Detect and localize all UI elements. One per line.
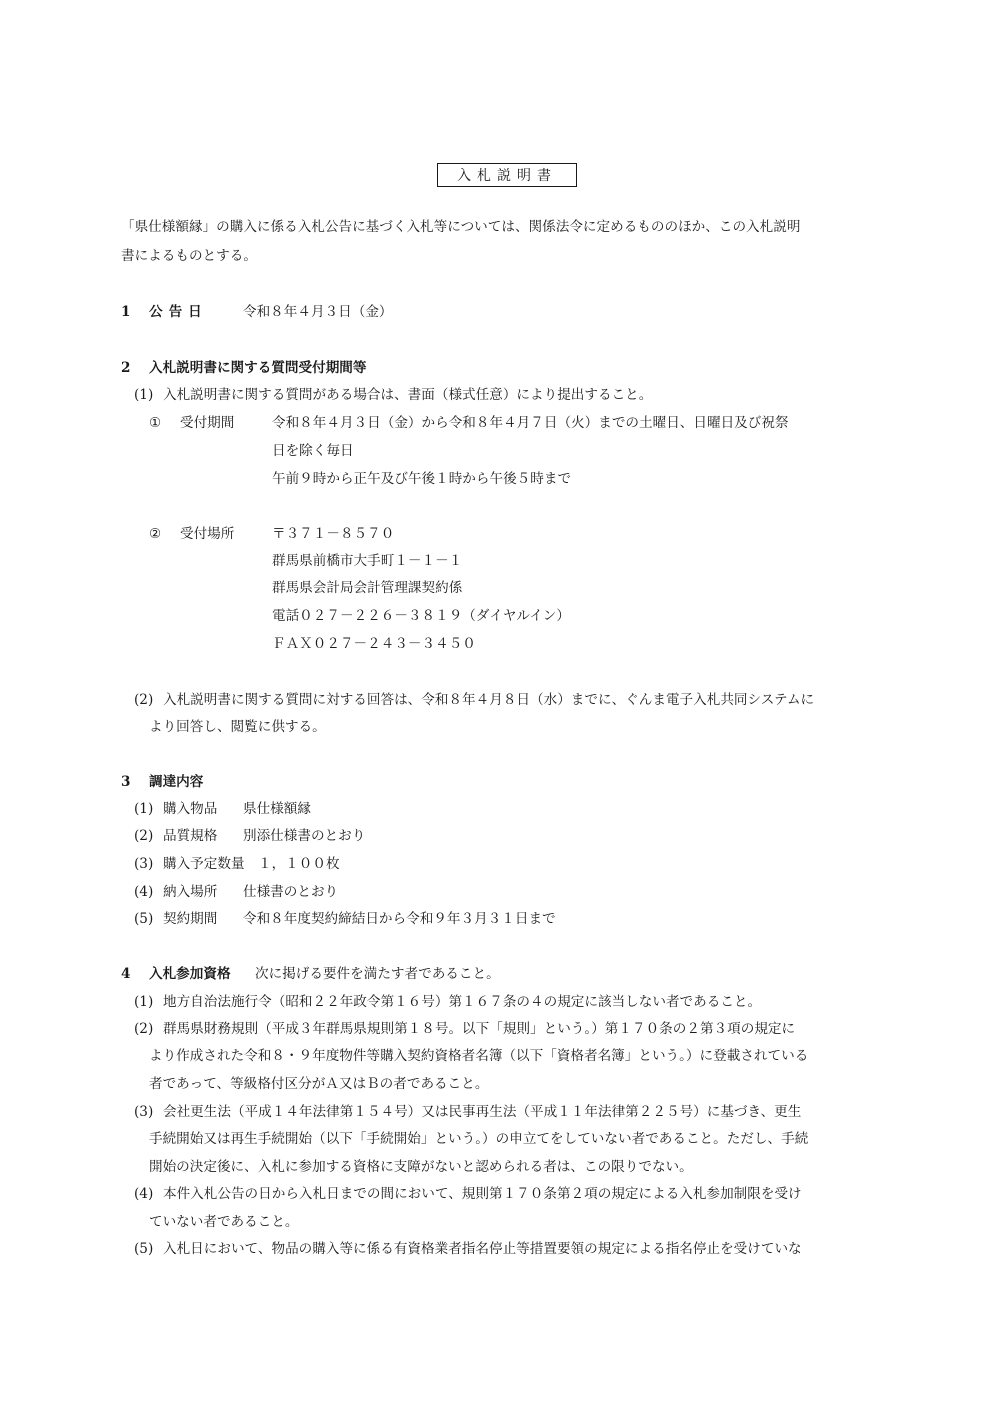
section-3-item-label: 品質規格 xyxy=(163,828,218,844)
section-3-heading: 調達内容 xyxy=(149,774,204,790)
section-2-item-1-label: 受付期間 xyxy=(180,415,235,431)
section-4-para-4-line-1: 本件入札公告の日から入札日までの間において、規則第１７０条第２項の規定による入札参加制限を受け xyxy=(163,1186,802,1202)
section-2-heading: 入札説明書に関する質問受付期間等 xyxy=(149,360,367,376)
section-3-item-label: 納入場所 xyxy=(163,884,218,900)
section-2-item-2-line-3: 群馬県会計局会計管理課契約係 xyxy=(272,580,463,596)
section-4-para-3-line-1: 会社更生法（平成１４年法律第１５４号）又は民事再生法（平成１１年法律第２２５号）に基づき、更生 xyxy=(163,1104,802,1120)
section-3-item-number: (5) xyxy=(134,911,154,927)
section-2-para-2-line-2: より回答し、閲覧に供する。 xyxy=(149,719,326,735)
section-3-item-number: (1) xyxy=(134,801,154,817)
section-3-item-value: 県仕様額縁 xyxy=(243,801,311,817)
section-4-para-2-line-1: 群馬県財務規則（平成３年群馬県規則第１８号。以下「規則」という。）第１７０条の２第３項の規定に xyxy=(163,1021,796,1037)
section-4-para-2-line-3: 者であって、等級格付区分がＡ又はＢの者であること。 xyxy=(149,1076,489,1092)
section-3-number: 3 xyxy=(121,774,131,790)
section-3-item-number: (3) xyxy=(134,856,154,872)
section-2-item-1-line-2: 日を除く毎日 xyxy=(272,443,354,459)
section-4-para-1-number: (1) xyxy=(134,994,154,1010)
section-4-para-1-line-1: 地方自治法施行令（昭和２２年政令第１６号）第１６７条の４の規定に該当しない者であること。 xyxy=(163,994,762,1010)
document-title: 入札説明書 xyxy=(437,163,577,187)
section-4-para-3-line-3: 開始の決定後に、入札に参加する資格に支障がないと認められる者は、この限りでない。 xyxy=(149,1159,693,1175)
section-3-item-value: 仕様書のとおり xyxy=(243,884,339,900)
section-2-para-1-text: 入札説明書に関する質問がある場合は、書面（様式任意）により提出すること。 xyxy=(163,387,653,403)
section-3-item-label: 購入予定数量 xyxy=(163,856,245,872)
intro-line-2: 書によるものとする。 xyxy=(121,248,257,264)
section-2-item-2-mark: ② xyxy=(149,526,162,542)
section-2-item-1-mark: ① xyxy=(149,415,162,431)
section-2-item-1-line-3: 午前９時から正午及び午後１時から午後５時まで xyxy=(272,471,572,487)
section-2-item-2-line-4: 電話０２７－２２６－３８１９（ダイヤルイン） xyxy=(272,608,570,624)
section-3-item-number: (2) xyxy=(134,828,154,844)
section-2-item-2-line-5: ＦＡＸ０２７－２４３－３４５０ xyxy=(272,636,476,652)
section-2-para-2-number: (2) xyxy=(134,692,154,708)
section-3-item-value: 令和８年度契約締結日から令和９年３月３１日まで xyxy=(243,911,556,927)
section-2-item-2-line-2: 群馬県前橋市大手町１－１－１ xyxy=(272,553,463,569)
section-4-para-5-number: (5) xyxy=(134,1241,154,1257)
section-4-para-4-number: (4) xyxy=(134,1186,154,1202)
section-2-item-2-label: 受付場所 xyxy=(180,526,235,542)
section-1-heading: 公告日 xyxy=(149,304,208,320)
section-4-lead: 次に掲げる要件を満たす者であること。 xyxy=(255,966,500,982)
section-1-number: 1 xyxy=(121,304,131,320)
section-4-para-5-line-1: 入札日において、物品の購入等に係る有資格業者指名停止等措置要領の規定による指名停止を受けていな xyxy=(163,1241,802,1257)
section-2-para-2-line-1: 入札説明書に関する質問に対する回答は、令和８年４月８日（水）までに、ぐんま電子入札共同システムに xyxy=(163,692,815,708)
section-3-item-number: (4) xyxy=(134,884,154,900)
section-4-para-4-line-2: ていない者であること。 xyxy=(149,1214,299,1230)
section-4-heading: 入札参加資格 xyxy=(149,966,231,982)
section-3-item-value: 別添仕様書のとおり xyxy=(243,828,366,844)
section-3-item-value: １，１００枚 xyxy=(258,856,340,872)
section-2-item-2-line-1: 〒３７１－８５７０ xyxy=(272,526,395,542)
section-3-item-label: 購入物品 xyxy=(163,801,218,817)
intro-line-1: 「県仕様額縁」の購入に係る入札公告に基づく入札等については、関係法令に定めるもののほか、この入札説明 xyxy=(121,219,801,235)
section-4-para-2-line-2: より作成された令和８・９年度物件等購入契約資格者名簿（以下「資格者名簿」という。）に登載されている xyxy=(149,1048,809,1064)
section-2-para-1-number: (1) xyxy=(134,387,154,403)
section-4-number: 4 xyxy=(121,966,131,982)
section-3-item-label: 契約期間 xyxy=(163,911,218,927)
section-4-para-3-number: (3) xyxy=(134,1104,154,1120)
section-4-para-3-line-2: 手続開始又は再生手続開始（以下「手続開始」という。）の申立てをしていない者であること。ただし、手続 xyxy=(149,1131,809,1147)
section-1-value: 令和８年４月３日（金） xyxy=(243,304,393,320)
section-2-number: 2 xyxy=(121,360,131,376)
section-4-para-2-number: (2) xyxy=(134,1021,154,1037)
section-2-item-1-line-1: 令和８年４月３日（金）から令和８年４月７日（火）までの土曜日、日曜日及び祝祭 xyxy=(272,415,789,431)
